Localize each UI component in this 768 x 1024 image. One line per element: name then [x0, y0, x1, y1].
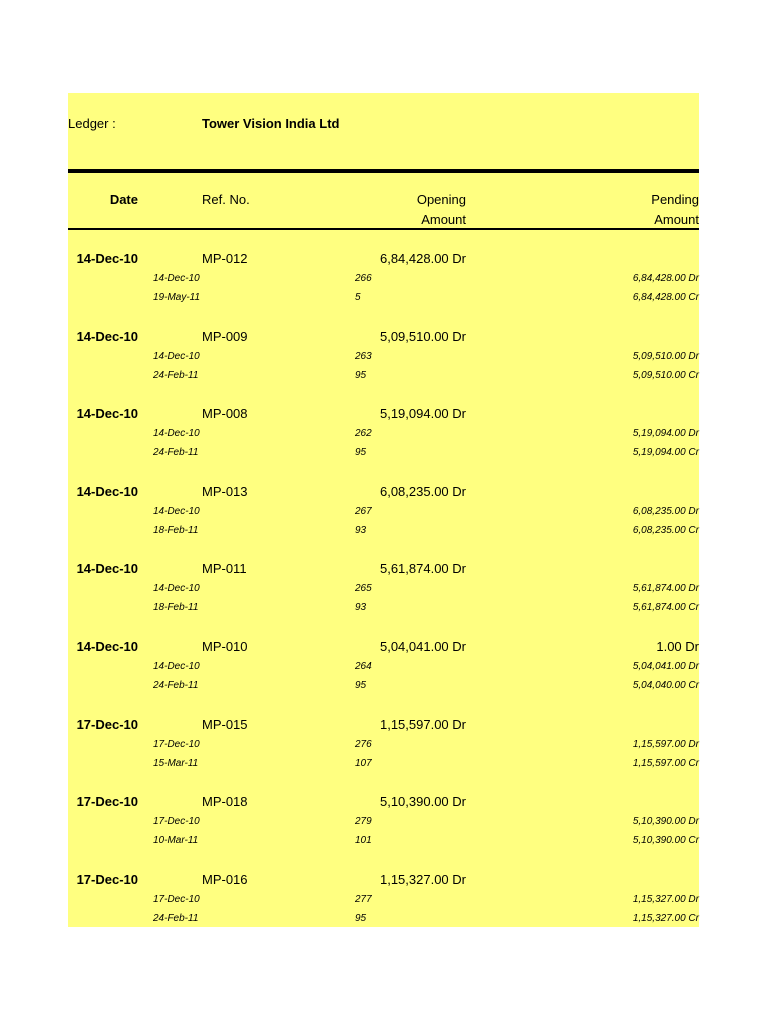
entry-date: 17-Dec-10	[153, 738, 200, 750]
entry-date: 14-Dec-10	[153, 660, 200, 672]
pending-header-line2: Amount	[654, 212, 699, 227]
entry-amount: 5,61,874.00 Cr	[632, 602, 699, 614]
bill-entry-row	[68, 680, 699, 698]
bill-date: 14-Dec-10	[76, 328, 138, 344]
entry-date: 18-Feb-11	[153, 602, 199, 614]
bill-date: 17-Dec-10	[76, 871, 138, 887]
entry-date: 10-Mar-11	[153, 835, 199, 847]
entry-date: 15-Mar-11	[153, 757, 199, 769]
bill-entry-row	[68, 273, 699, 291]
entry-voucher-no: 5	[355, 292, 361, 303]
bill-opening-amount: 5,61,874.00 Dr	[379, 561, 466, 577]
bill-entry-row	[68, 602, 699, 620]
bill-entry-row	[68, 370, 699, 388]
entry-amount: 6,08,235.00 Cr	[632, 524, 699, 536]
entry-amount: 5,09,510.00 Cr	[632, 369, 699, 381]
bill-group	[68, 557, 699, 635]
bill-date: 14-Dec-10	[76, 638, 138, 654]
entry-amount: 6,08,235.00 Dr	[632, 505, 699, 517]
entry-amount: 1,15,327.00 Cr	[632, 912, 699, 924]
bill-entry-row	[68, 835, 699, 853]
entry-amount: 5,10,390.00 Cr	[632, 835, 699, 847]
column-header-pending-amount	[599, 190, 699, 230]
bill-group	[68, 635, 699, 713]
bill-pending-amount: 1.00 Dr	[656, 638, 699, 654]
entry-voucher-no: 263	[355, 350, 372, 362]
column-header-ref-no: Ref. No.	[202, 192, 250, 207]
entry-amount: 5,04,041.00 Dr	[632, 660, 699, 672]
bill-opening-amount: 5,09,510.00 Dr	[379, 328, 466, 344]
entry-voucher-no: 107	[355, 757, 372, 769]
bill-entry-row	[68, 351, 699, 369]
bill-date: 14-Dec-10	[76, 561, 138, 577]
bill-entry-row	[68, 661, 699, 679]
entry-amount: 5,19,094.00 Cr	[632, 447, 699, 459]
bill-date: 14-Dec-10	[76, 406, 138, 422]
bill-group	[68, 402, 699, 480]
bill-ref-no: MP-008	[202, 406, 248, 422]
entry-voucher-no: 95	[355, 912, 367, 924]
entry-voucher-no: 264	[355, 660, 372, 672]
entry-voucher-no: 279	[355, 816, 372, 828]
entry-amount: 5,61,874.00 Dr	[632, 583, 699, 595]
bill-group	[68, 868, 699, 946]
column-header-opening-amount	[366, 190, 466, 230]
bill-opening-amount: 5,19,094.00 Dr	[379, 406, 466, 422]
ledger-sheet	[68, 93, 699, 927]
header-divider-thin	[68, 228, 699, 230]
bill-entry-row	[68, 447, 699, 465]
entry-voucher-no: 265	[355, 583, 372, 595]
entry-amount: 6,84,428.00 Cr	[632, 292, 699, 303]
bill-entry-row	[68, 292, 699, 310]
ledger-name: Tower Vision India Ltd	[202, 116, 340, 131]
entry-date: 14-Dec-10	[153, 583, 200, 595]
entry-date: 14-Dec-10	[153, 428, 200, 440]
entry-amount: 6,84,428.00 Dr	[632, 273, 699, 284]
entry-date: 14-Dec-10	[153, 505, 200, 517]
bill-opening-amount: 6,08,235.00 Dr	[379, 483, 466, 499]
entry-date: 24-Feb-11	[153, 447, 199, 459]
bill-entry-row	[68, 506, 699, 524]
bill-date: 14-Dec-10	[76, 251, 138, 266]
entry-date: 18-Feb-11	[153, 524, 199, 536]
entry-amount: 5,19,094.00 Dr	[632, 428, 699, 440]
header-divider-thick	[68, 169, 699, 173]
entry-date: 24-Feb-11	[153, 369, 199, 381]
entry-date: 17-Dec-10	[153, 816, 200, 828]
ledger-entries	[68, 247, 699, 945]
entry-date: 24-Feb-11	[153, 912, 199, 924]
bill-entry-row	[68, 913, 699, 931]
opening-header-line1: Opening	[416, 192, 466, 207]
entry-voucher-no: 93	[355, 524, 367, 536]
entry-date: 14-Dec-10	[153, 350, 200, 362]
entry-voucher-no: 262	[355, 428, 372, 440]
bill-group	[68, 325, 699, 403]
entry-amount: 1,15,597.00 Dr	[632, 738, 699, 750]
bill-group	[68, 713, 699, 791]
bill-group	[68, 247, 699, 325]
column-header-date: Date	[109, 192, 138, 207]
entry-amount: 5,10,390.00 Dr	[632, 816, 699, 828]
bill-opening-amount: 5,10,390.00 Dr	[379, 794, 466, 810]
entry-amount: 5,09,510.00 Dr	[632, 350, 699, 362]
bill-entry-row	[68, 816, 699, 834]
entry-voucher-no: 93	[355, 602, 367, 614]
bill-ref-no: MP-011	[202, 561, 247, 577]
entry-voucher-no: 276	[355, 738, 372, 750]
bill-group	[68, 790, 699, 868]
pending-header-line1: Pending	[651, 192, 699, 207]
bill-date: 14-Dec-10	[76, 483, 138, 499]
bill-ref-no: MP-018	[202, 794, 248, 810]
bill-entry-row	[68, 739, 699, 757]
opening-header-line2: Amount	[421, 212, 466, 227]
bill-entry-row	[68, 758, 699, 776]
entry-voucher-no: 277	[355, 893, 372, 905]
bill-entry-row	[68, 894, 699, 912]
bill-ref-no: MP-013	[202, 483, 248, 499]
entry-date: 24-Feb-11	[153, 679, 199, 691]
entry-date: 17-Dec-10	[153, 893, 200, 905]
bill-group	[68, 480, 699, 558]
bill-entry-row	[68, 583, 699, 601]
bill-opening-amount: 1,15,327.00 Dr	[379, 871, 466, 887]
entry-date: 14-Dec-10	[153, 273, 200, 284]
entry-amount: 1,15,597.00 Cr	[632, 757, 699, 769]
bill-entry-row	[68, 428, 699, 446]
entry-voucher-no: 101	[355, 835, 372, 847]
entry-amount: 5,04,040.00 Cr	[632, 679, 699, 691]
bill-ref-no: MP-012	[202, 251, 248, 266]
bill-ref-no: MP-015	[202, 716, 248, 732]
entry-voucher-no: 267	[355, 505, 372, 517]
bill-ref-no: MP-009	[202, 328, 248, 344]
entry-date: 19-May-11	[153, 292, 201, 303]
bill-date: 17-Dec-10	[76, 794, 138, 810]
entry-amount: 1,15,327.00 Dr	[632, 893, 699, 905]
entry-voucher-no: 95	[355, 679, 367, 691]
entry-voucher-no: 266	[355, 273, 372, 284]
bill-date: 17-Dec-10	[76, 716, 138, 732]
bill-ref-no: MP-010	[202, 638, 248, 654]
ledger-label: Ledger :	[68, 116, 116, 131]
bill-entry-row	[68, 525, 699, 543]
bill-ref-no: MP-016	[202, 871, 248, 887]
bill-opening-amount: 1,15,597.00 Dr	[379, 716, 466, 732]
entry-voucher-no: 95	[355, 369, 367, 381]
entry-voucher-no: 95	[355, 447, 367, 459]
bill-opening-amount: 5,04,041.00 Dr	[379, 638, 466, 654]
bill-opening-amount: 6,84,428.00 Dr	[379, 251, 466, 266]
